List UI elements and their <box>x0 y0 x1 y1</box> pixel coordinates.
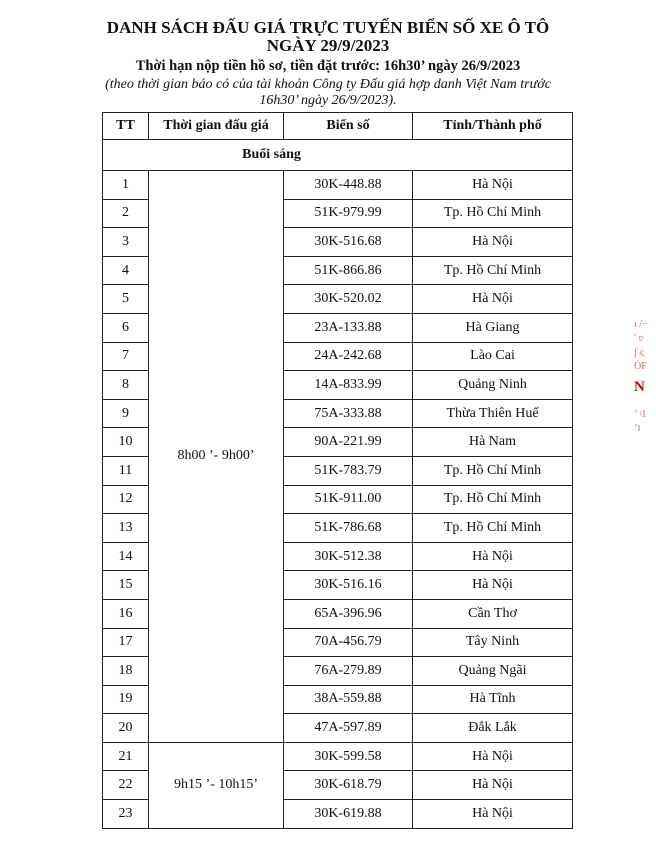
province-city: Tp. Hồ Chí Minh <box>413 514 573 543</box>
time-slot: 9h15 ’- 10h15’ <box>149 742 284 828</box>
row-number: 23 <box>103 800 149 829</box>
plate-number: 30K-520.02 <box>284 285 413 314</box>
province-city: Hà Giang <box>413 313 573 342</box>
time-slot: 8h00 ’- 9h00’ <box>149 171 284 743</box>
province-city: Tp. Hồ Chí Minh <box>413 199 573 228</box>
row-number: 1 <box>103 171 149 200</box>
document-date: NGÀY 29/9/2023 <box>266 36 390 55</box>
row-number: 5 <box>103 285 149 314</box>
auction-table <box>102 112 573 829</box>
column-header-plate: Biển số <box>284 113 413 140</box>
plate-number: 30K-516.16 <box>284 571 413 600</box>
plate-number: 30K-512.38 <box>284 542 413 571</box>
province-city: Hà Nội <box>413 171 573 200</box>
session-row <box>103 140 573 171</box>
plate-number: 23A-133.88 <box>284 313 413 342</box>
column-header-city: Tỉnh/Thành phố <box>413 113 573 140</box>
row-number: 14 <box>103 542 149 571</box>
plate-number: 76A-279.89 <box>284 657 413 686</box>
province-city: Tp. Hồ Chí Minh <box>413 485 573 514</box>
column-header-tt: TT <box>103 113 149 140</box>
province-city: Hà Nội <box>413 742 573 771</box>
plate-number: 38A-559.88 <box>284 685 413 714</box>
province-city: Lào Cai <box>413 342 573 371</box>
province-city: Hà Nội <box>413 571 573 600</box>
row-number: 21 <box>103 742 149 771</box>
table-row <box>103 742 573 771</box>
plate-number: 65A-396.96 <box>284 599 413 628</box>
plate-number: 30K-618.79 <box>284 771 413 800</box>
province-city: Quảng Ngãi <box>413 657 573 686</box>
row-number: 16 <box>103 599 149 628</box>
deadline-note-line2: 16h30’ ngày 26/9/2023). <box>259 93 397 108</box>
row-number: 7 <box>103 342 149 371</box>
province-city: Thừa Thiên Huế <box>413 399 573 428</box>
row-number: 22 <box>103 771 149 800</box>
province-city: Hà Nội <box>413 228 573 257</box>
plate-number: 90A-221.99 <box>284 428 413 457</box>
province-city: Tp. Hồ Chí Minh <box>413 256 573 285</box>
table-header-row <box>103 113 573 140</box>
row-number: 4 <box>103 256 149 285</box>
province-city: Đắk Lắk <box>413 714 573 743</box>
province-city: Cần Thơ <box>413 599 573 628</box>
row-number: 18 <box>103 657 149 686</box>
province-city: Hà Nội <box>413 800 573 829</box>
margin-stamp-marks: ı /− ′ ʋ ʃ ς ÓF N ʼ ʲ1 ʼʇ <box>634 319 648 434</box>
deadline-note-line1: (theo thời gian báo có của tài khoản Công ty Đấu giá hợp danh Việt Nam trước <box>105 77 551 92</box>
deadline-text: Thời hạn nộp tiền hồ sơ, tiền đặt trước: 16h30’ ngày 26/9/2023 <box>135 58 521 74</box>
province-city: Tây Ninh <box>413 628 573 657</box>
plate-number: 24A-242.68 <box>284 342 413 371</box>
province-city: Hà Nam <box>413 428 573 457</box>
province-city: Quảng Ninh <box>413 371 573 400</box>
plate-number: 14A-833.99 <box>284 371 413 400</box>
plate-number: 51K-786.68 <box>284 514 413 543</box>
table-row <box>103 171 573 200</box>
row-number: 6 <box>103 313 149 342</box>
plate-number: 30K-619.88 <box>284 800 413 829</box>
column-header-time: Thời gian đấu giá <box>149 113 284 140</box>
plate-number: 51K-911.00 <box>284 485 413 514</box>
session-label: Buổi sáng <box>103 140 573 171</box>
row-number: 2 <box>103 199 149 228</box>
row-number: 15 <box>103 571 149 600</box>
row-number: 9 <box>103 399 149 428</box>
row-number: 10 <box>103 428 149 457</box>
row-number: 12 <box>103 485 149 514</box>
plate-number: 75A-333.88 <box>284 399 413 428</box>
plate-number: 51K-866.86 <box>284 256 413 285</box>
row-number: 20 <box>103 714 149 743</box>
row-number: 8 <box>103 371 149 400</box>
row-number: 17 <box>103 628 149 657</box>
province-city: Hà Nội <box>413 542 573 571</box>
plate-number: 47A-597.89 <box>284 714 413 743</box>
province-city: Hà Nội <box>413 771 573 800</box>
row-number: 19 <box>103 685 149 714</box>
document-title: DANH SÁCH ĐẤU GIÁ TRỰC TUYẾN BIỂN SỐ XE Ô TÔ <box>106 18 550 37</box>
plate-number: 51K-979.99 <box>284 199 413 228</box>
plate-number: 70A-456.79 <box>284 628 413 657</box>
province-city: Tp. Hồ Chí Minh <box>413 456 573 485</box>
row-number: 3 <box>103 228 149 257</box>
plate-number: 30K-448.88 <box>284 171 413 200</box>
row-number: 11 <box>103 456 149 485</box>
plate-number: 30K-516.68 <box>284 228 413 257</box>
province-city: Hà Nội <box>413 285 573 314</box>
plate-number: 51K-783.79 <box>284 456 413 485</box>
province-city: Hà Tĩnh <box>413 685 573 714</box>
row-number: 13 <box>103 514 149 543</box>
plate-number: 30K-599.58 <box>284 742 413 771</box>
